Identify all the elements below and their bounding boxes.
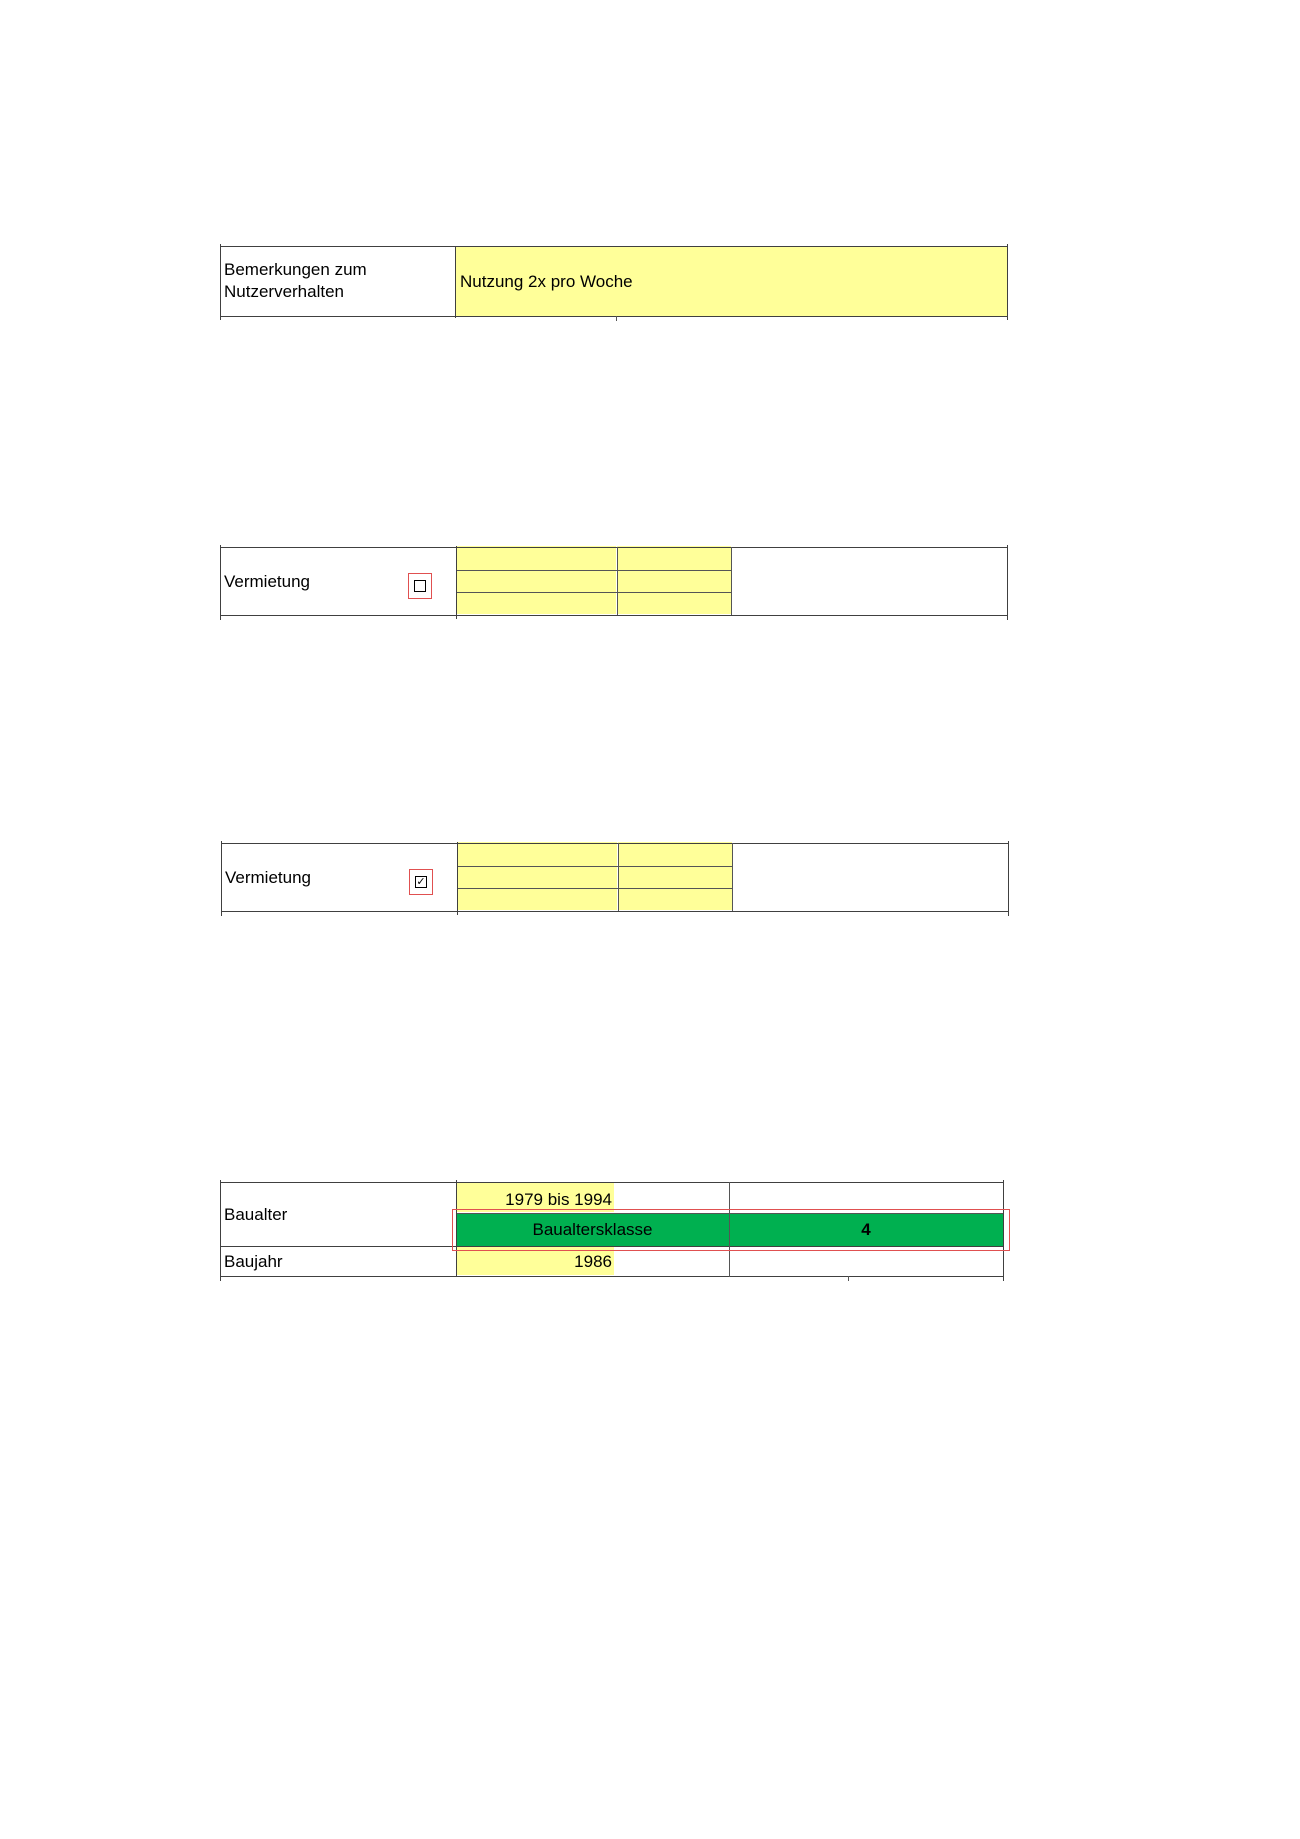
- age-top-border: [220, 1182, 1003, 1183]
- year-label: Baujahr: [224, 1252, 283, 1271]
- rental-checked-input-a[interactable]: [457, 842, 617, 910]
- rental-unchecked-left-border: [220, 545, 221, 620]
- remarks-value[interactable]: Nutzung 2x pro Woche: [460, 272, 633, 291]
- age-class-label: Baualtersklasse: [532, 1220, 653, 1239]
- age-bottom-tick: [848, 1276, 849, 1281]
- rental-checked-top-border: [221, 843, 1008, 844]
- age-label: Baualter: [224, 1205, 288, 1224]
- rental-unchecked-col-line-2: [731, 547, 732, 615]
- rental-unchecked-col-line: [617, 547, 618, 615]
- remarks-left-border: [220, 244, 221, 320]
- rental-unchecked-checkbox[interactable]: [414, 580, 426, 592]
- rental-unchecked-row-line-2: [456, 592, 731, 593]
- rental-unchecked-bottom-border: [220, 615, 1007, 616]
- rental-checked-row-line-1: [457, 866, 732, 867]
- rental-unchecked-mid-border: [456, 546, 457, 619]
- rental-unchecked-checkbox-frame: [408, 573, 432, 599]
- rental-checked-right-border: [1008, 841, 1009, 916]
- remarks-top-border: [220, 246, 1007, 247]
- rental-checked-label: Vermietung: [225, 868, 311, 887]
- age-left-border: [220, 1180, 221, 1281]
- rental-checked-bottom-border: [221, 911, 1008, 912]
- rental-unchecked-top-border: [220, 547, 1007, 548]
- remarks-right-border: [1007, 244, 1008, 320]
- rental-checked-left-border: [221, 841, 222, 916]
- year-value[interactable]: 1986: [574, 1252, 612, 1271]
- remarks-label-line1: Bemerkungen zum: [224, 260, 367, 279]
- rental-unchecked-row-line-1: [456, 570, 731, 571]
- rental-checked-checkbox-frame: [409, 869, 433, 895]
- remarks-mid-border: [455, 246, 456, 318]
- remarks-label-line2: Nutzerverhalten: [224, 282, 345, 301]
- rental-checked-row-line-2: [457, 888, 732, 889]
- rental-checked-col-line: [618, 843, 619, 911]
- rental-unchecked-right-border: [1007, 545, 1008, 620]
- remarks-tick: [616, 316, 617, 321]
- age-range-value[interactable]: 1979 bis 1994: [505, 1190, 612, 1209]
- age-bottom-border: [220, 1276, 1003, 1277]
- rental-checked-col-line-2: [732, 843, 733, 911]
- rental-unchecked-input-a[interactable]: [456, 546, 616, 614]
- remarks-bottom-border: [220, 316, 1007, 317]
- age-class-value: 4: [861, 1220, 871, 1239]
- rental-unchecked-label: Vermietung: [224, 572, 310, 591]
- remarks-label: [224, 259, 449, 303]
- rental-unchecked-input-b[interactable]: [617, 546, 731, 614]
- rental-checked-checkbox[interactable]: ✓: [416, 875, 426, 888]
- rental-checked-input-b[interactable]: [618, 842, 732, 910]
- rental-checked-mid-border: [457, 842, 458, 915]
